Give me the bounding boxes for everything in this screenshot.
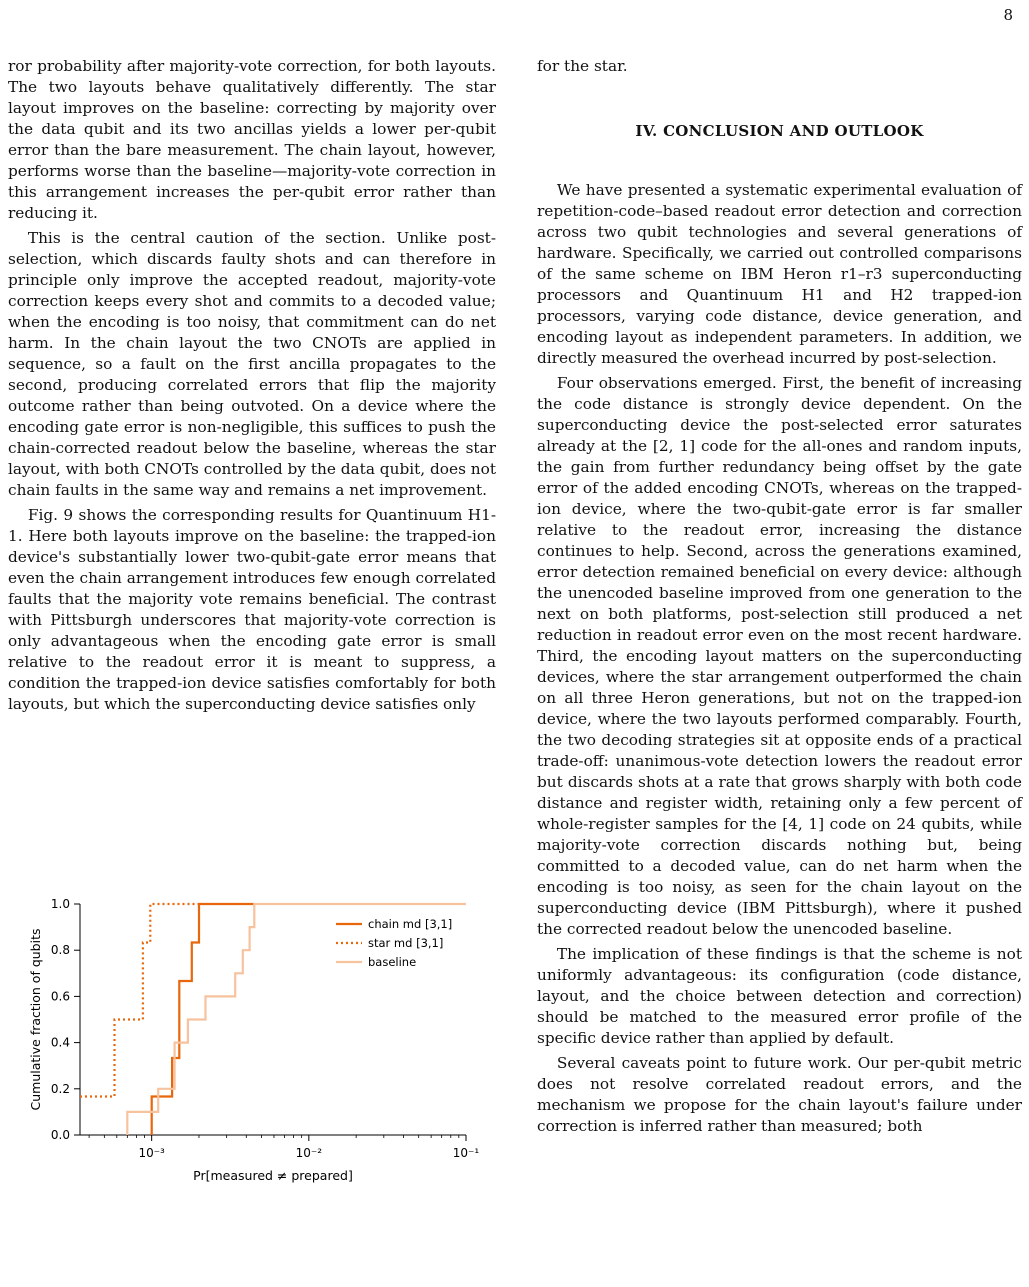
figure-cdf-chart bbox=[0, 890, 500, 1200]
series-line-1 bbox=[80, 904, 199, 1097]
paragraph: This is the central caution of the section. Unlike post-selection, which discards faulty shots and can therefore in principle only improve the accepted readout, majority-vote correction keeps every shot and commits to a decoded value; when the encoding is too noisy, that commitment can do net harm. In the chain layout the two CNOTs are applied in sequence, so a fault on the first ancilla propagates to the second, producing correlated errors that flip the majority outcome rather than being outvoted. On a device where the encoding gate error is non-negligible, this suffices to push the chain-corrected readout below the baseline, whereas the star layout, with both CNOTs controlled by the data qubit, does not chain faults in the same way and remains a net improvement. bbox=[8, 229, 496, 499]
paragraph: The implication of these findings is that the scheme is not uniformly advantageous: its configuration (code distance, layout, and the choice between detection and correction) should be matched to the measured error profile of the specific device rather than applied by default. bbox=[537, 945, 1022, 1047]
section-heading: IV. CONCLUSION AND OUTLOOK bbox=[635, 122, 924, 140]
legend-label: baseline bbox=[368, 955, 417, 969]
y-tick-label: 0.4 bbox=[50, 1035, 70, 1050]
paragraph: Several caveats point to future work. Our per-qubit metric does not resolve correlated readout errors, and the mechanism we propose for the chain layout's failure under correction is inferred rather than measured; both bbox=[537, 1054, 1022, 1135]
left-column bbox=[8, 56, 496, 715]
x-axis-label: Pr[measured ≠ prepared] bbox=[193, 1168, 353, 1183]
x-tick-label: 10⁻³ bbox=[138, 1146, 165, 1160]
legend-label: star md [3,1] bbox=[368, 936, 444, 950]
right-column bbox=[537, 56, 1022, 1137]
paragraph: Four observations emerged. First, the benefit of increasing the code distance is strongly device dependent. On the superconducting device the post-selected error saturates already at the [2, 1] code for the all-ones and random inputs, the gain from further redundancy being offset by the gate error of the added encoding CNOTs, whereas on the trapped-ion device, where the two-qubit-gate error is far smaller relative to the readout error, increasing the distance continues to help. Second, across the generations examined, error detection remained beneficial on every device: although the unencoded baseline improved from one generation to the next on both platforms, post-selection still produced a net reduction in readout error even on the most recent hardware. Third, the encoding layout matters on the superconducting devices, where the star arrangement outperformed the chain on all three Heron generations, but not on the trapped-ion device, where the two layouts performed comparably. Fourth, the two decoding strategies sit at opposite ends of a practical trade-off: unanimous-vote detection lowers the readout error but discards shots at a rate that grows sharply with both code distance and register width, retaining only a few percent of whole-register samples for the [4, 1] code on 24 qubits, while majority-vote correction discards nothing but, being committed to a decoded value, can do net harm when the encoding is too noisy, as seen for the chain layout on the superconducting device (IBM Pittsburgh), where it pushed the corrected readout below the unencoded baseline. bbox=[537, 374, 1022, 938]
paragraph: Fig. 9 shows the corresponding results for Quantinuum H1-1. Here both layouts improve on the baseline: the trapped-ion device's substantially lower two-qubit-gate error means that even the chain arrangement introduces few enough correlated faults that the majority vote remains beneficial. The contrast with Pittsburgh underscores that majority-vote correction is only advantageous when the encoding gate error is small relative to the readout error it is meant to suppress, a condition the trapped-ion device satisfies comfortably for both layouts, but which the superconducting device satisfies only bbox=[8, 506, 496, 713]
legend-label: chain md [3,1] bbox=[368, 917, 453, 931]
x-tick-label: 10⁻² bbox=[295, 1146, 323, 1160]
cdf-chart bbox=[0, 890, 500, 1200]
y-tick-label: 0.6 bbox=[50, 989, 70, 1004]
paragraph: ror probability after majority-vote correction, for both layouts. The two layouts behave qualitatively differently. The star layout improves on the baseline: correcting by majority over the data qubit and its two ancillas yields a lower per-qubit error than the bare measurement. The chain layout, however, performs worse than the baseline—majority-vote correction in this arrangement increases the per-qubit error rather than reducing it. bbox=[8, 57, 496, 222]
y-axis-label: Cumulative fraction of qubits bbox=[28, 928, 43, 1111]
x-tick-label: 10⁻¹ bbox=[452, 1146, 480, 1160]
y-tick-label: 0.0 bbox=[50, 1128, 70, 1142]
paragraph: We have presented a systematic experimental evaluation of repetition-code–based readout error detection and correction across two qubit technologies and several generations of hardware. Specifically, we carried out controlled comparisons of the same scheme on IBM Heron r1–r3 superconducting processors and Quantinuum H1 and H2 trapped-ion processors, varying code distance, device generation, and encoding layout as independent parameters. In addition, we directly measured the overhead incurred by post-selection. bbox=[537, 181, 1022, 367]
y-tick-label: 1.0 bbox=[50, 897, 70, 911]
paragraph: for the star. bbox=[537, 57, 628, 75]
page-number: 8 bbox=[1003, 6, 1013, 24]
y-tick-label: 0.2 bbox=[50, 1081, 70, 1096]
y-tick-label: 0.8 bbox=[50, 943, 70, 958]
